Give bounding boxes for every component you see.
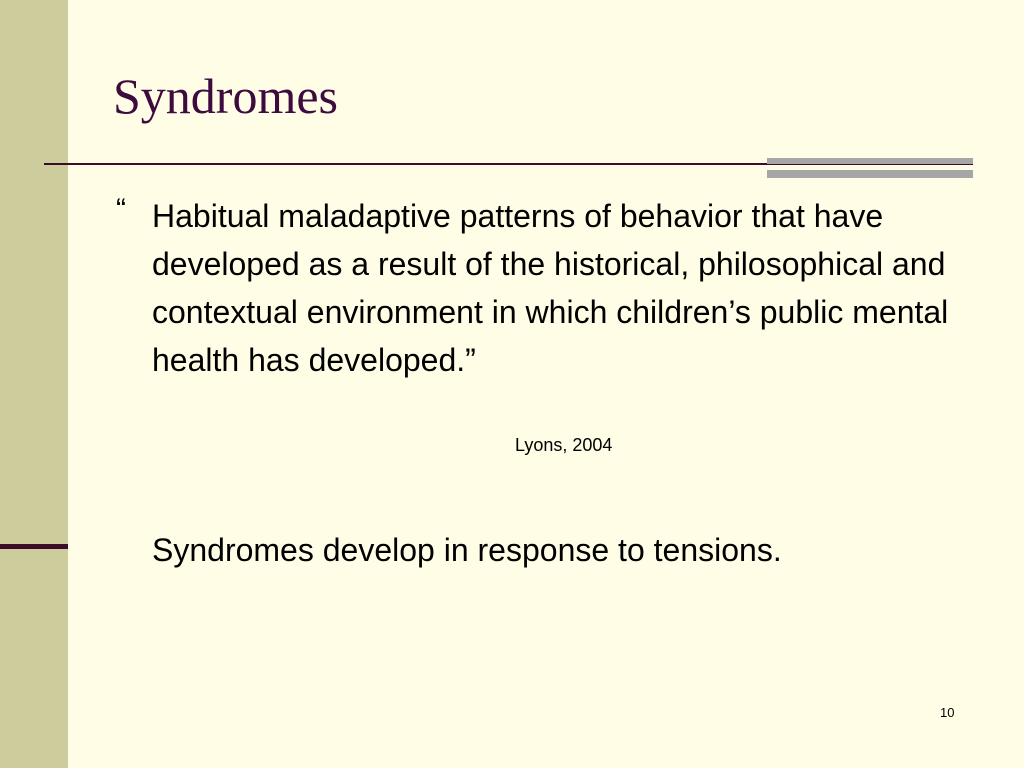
citation: Lyons, 2004 <box>515 435 613 455</box>
accent-bar-top <box>767 158 973 164</box>
accent-bar-bottom <box>767 170 973 178</box>
slide-title: Syndromes <box>113 68 338 124</box>
title-rule-accent <box>767 158 973 179</box>
left-decorative-band <box>0 0 68 768</box>
slide-number: 10 <box>940 705 955 720</box>
bullet-marker: “ <box>116 193 126 226</box>
statement-text: Syndromes develop in response to tensions. <box>152 532 782 568</box>
quote-text: Habitual maladaptive patterns of behavior that have developed as a result of the historical, philosophical and contextual environment in which children’s public mental health has developed.” <box>152 198 949 378</box>
left-accent-bar <box>0 544 68 549</box>
